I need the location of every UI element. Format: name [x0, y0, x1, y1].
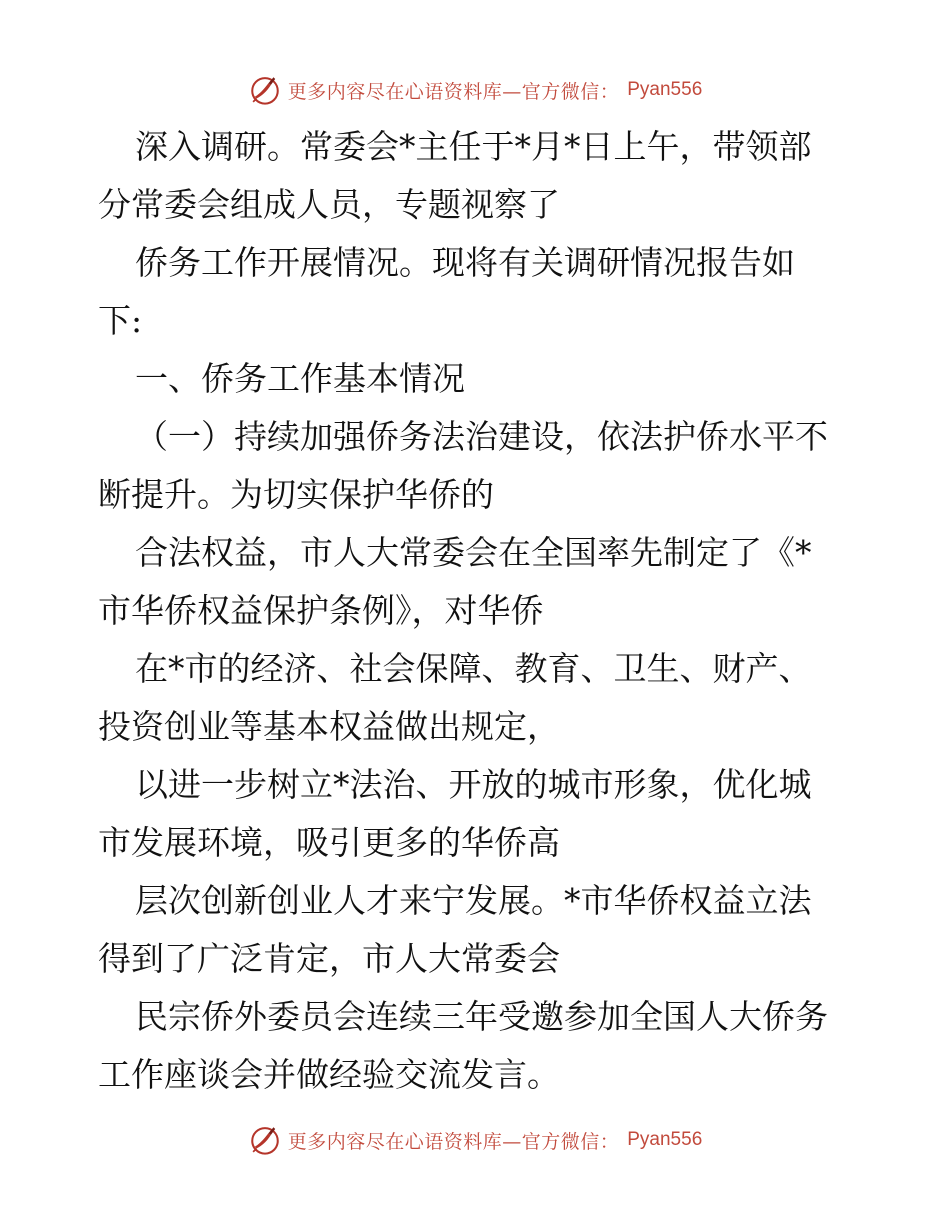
text-line: 深入调研。常委会*主任于*月*日上午，带领部	[135, 127, 812, 166]
document-body	[98, 118, 858, 1104]
brush-pen-logo-icon	[248, 1123, 282, 1157]
footer-watermark-banner	[0, 1122, 950, 1158]
text-line: 合法权益，市人大常委会在全国率先制定了《*	[135, 533, 812, 572]
text-line: 以进一步树立*法治、开放的城市形象，优化城	[135, 765, 812, 804]
section-heading: 一、侨务工作基本情况	[135, 359, 465, 398]
text-line: 得到了广泛肯定，市人大常委会	[98, 939, 560, 978]
text-line: 断提升。为切实保护华侨的	[98, 475, 494, 514]
text-line: 工作座谈会并做经验交流发言。	[98, 1055, 560, 1094]
text-line: 市发展环境，吸引更多的华侨高	[98, 823, 560, 862]
text-line: 下:	[98, 301, 143, 340]
watermark-wechat-id: Pyan556	[627, 79, 703, 100]
text-line: 民宗侨外委员会连续三年受邀参加全国人大侨务	[135, 997, 828, 1036]
text-line: 市华侨权益保护条例》，对华侨	[98, 591, 544, 630]
text-line: 在*市的经济、社会保障、教育、卫生、财产、	[135, 649, 812, 688]
watermark-text: 更多内容尽在心语资料库—官方微信：	[287, 80, 620, 103]
watermark-wechat-id: Pyan556	[627, 1129, 703, 1150]
subsection-heading: （一）持续加强侨务法治建设，依法护侨水平不	[135, 417, 828, 456]
watermark-text: 更多内容尽在心语资料库—官方微信：	[287, 1130, 620, 1153]
text-line: 侨务工作开展情况。现将有关调研情况报告如	[135, 243, 795, 282]
text-line: 分常委会组成人员，专题视察了	[98, 185, 560, 224]
text-line: 层次创新创业人才来宁发展。*市华侨权益立法	[135, 881, 812, 920]
header-watermark-banner	[0, 72, 950, 108]
text-line: 投资创业等基本权益做出规定，	[98, 707, 560, 746]
brush-pen-logo-icon	[248, 73, 282, 107]
